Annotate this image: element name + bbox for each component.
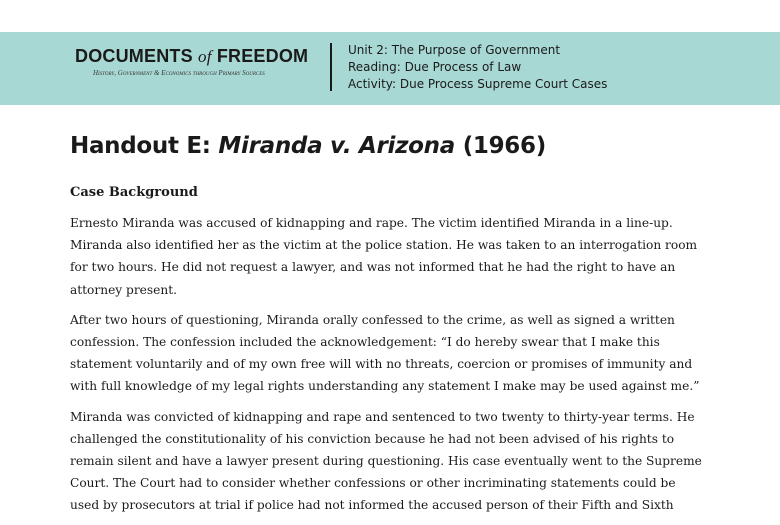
paragraph-line: with full knowledge of my legal rights understanding any statement I make may be used against me.”: [70, 379, 700, 394]
case-background-section: [70, 183, 710, 525]
paragraph-line: remain silent and have a lawyer present during questioning. His case eventually went to the Supreme: [70, 454, 702, 469]
paragraph-line: Miranda was convicted of kidnapping and rape and sentenced to two twenty to thirty-year terms. He: [70, 409, 695, 424]
paragraph-3: [70, 406, 710, 517]
paragraph-line: Ernesto Miranda was accused of kidnapping and rape. The victim identified Miranda in a line-up.: [70, 216, 673, 230]
handout-title: [70, 133, 546, 159]
paragraph-line: statement voluntarily and of my own free will with no threats, coercion or promises of immunity and: [70, 357, 693, 372]
logo-title-part1: DOCUMENTS: [75, 46, 198, 66]
header-divider: [330, 43, 332, 91]
title-case-name: Miranda v. Arizona: [218, 133, 455, 159]
paragraph-line: used by prosecutors at trial if police had not informed the accused person of their Fifth and Sixth: [70, 498, 674, 513]
paragraph-line: attorney present.: [70, 282, 177, 297]
logo-title: [75, 45, 315, 68]
header-band: [0, 32, 780, 105]
section-heading: Case Background: [70, 185, 198, 200]
documents-of-freedom-logo: [75, 45, 315, 78]
title-year: (1966): [454, 133, 546, 159]
paragraph-line: confession. The confession included the acknowledgement: “I do hereby swear that I make this: [70, 335, 660, 350]
title-prefix: Handout E:: [70, 133, 219, 159]
reading-label: Reading: Due Process of Law: [348, 60, 522, 74]
paragraph-2: [70, 309, 710, 398]
activity-label: Activity: Due Process Supreme Court Cases: [348, 77, 608, 91]
paragraph-line: for two hours. He did not request a lawyer, and was not informed that he had the right to have an: [70, 260, 676, 275]
logo-title-part3: FREEDOM: [211, 46, 309, 66]
logo-title-of: of: [198, 47, 212, 66]
paragraph-line: Miranda also identified her as the victim at the police station. He was taken to an interrogation room: [70, 238, 698, 253]
unit-info: [348, 42, 607, 93]
paragraph-line: Court. The Court had to consider whether confessions or other incriminating statements could be: [70, 476, 676, 491]
paragraph-1: [70, 212, 710, 301]
paragraph-line: challenged the constitutionality of his conviction because he had not been advised of his rights to: [70, 431, 675, 446]
logo-subtitle: History, Government & Economics through Primary Sources: [93, 69, 265, 77]
paragraph-line: After two hours of questioning, Miranda orally confessed to the crime, as well as signed a written: [70, 312, 675, 327]
unit-label: Unit 2: The Purpose of Government: [348, 43, 561, 57]
